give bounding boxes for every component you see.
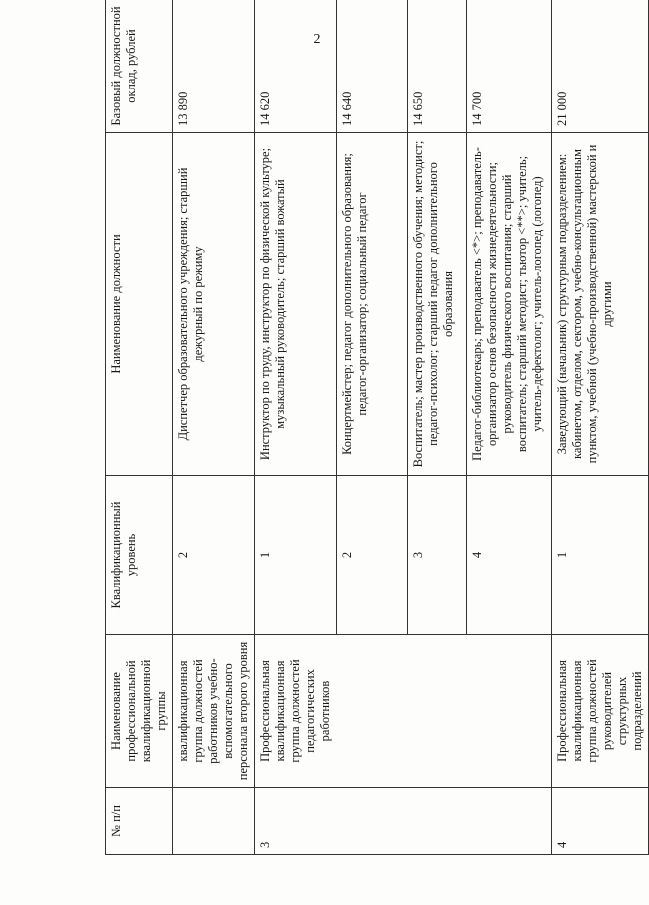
table-header-row <box>106 0 173 855</box>
cell-position: Инструктор по труду, инструктор по физической культуре; музыкальный руководитель; старший вожатый <box>255 133 337 476</box>
table-row <box>466 0 551 855</box>
header-group: Наименование профессиональной квалификационной группы <box>106 635 173 788</box>
cell-level: 3 <box>407 476 466 635</box>
cell-level: 1 <box>255 476 337 635</box>
cell-group: Профессиональная квалификационная группа должностей педагогических работников <box>255 635 337 788</box>
cell-level: 2 <box>173 476 255 635</box>
cell-level: 2 <box>336 476 407 635</box>
header-position: Наименование должности <box>106 133 173 476</box>
cell-salary: 14 700 <box>466 0 551 133</box>
cell-position: Воспитатель; мастер производственного обучения; методист; педагог-психолог; старший педагог дополнительного образования <box>407 133 466 476</box>
cell-group <box>336 635 407 788</box>
header-num: № п/п <box>106 788 173 855</box>
cell-group <box>407 635 466 788</box>
cell-salary: 14 620 <box>255 0 337 133</box>
table-row <box>336 0 407 855</box>
cell-position: Заведующий (начальник) структурным подразделением: кабинетом, отделом, сектором, учебно-консультационным пунктом, учебной (учебно-производственной) мастерской и другими <box>551 133 648 476</box>
table-row <box>255 0 337 855</box>
cell-group: квалификационная группа должностей работников учебно-вспомогательного персонала второго уровня <box>173 635 255 788</box>
cell-salary: 14 650 <box>407 0 466 133</box>
cell-salary: 21 000 <box>551 0 648 133</box>
cell-num <box>336 788 407 855</box>
salary-table <box>105 0 649 855</box>
cell-position: Педагог-библиотекарь; преподаватель <*>; преподаватель-организатор основ безопасности жизнедеятельности; руководитель физического воспитания; старший воспитатель; старший методист; тьютор <**>; учитель; учитель-дефектолог; учитель-логопед (логопед) <box>466 133 551 476</box>
cell-level: 1 <box>551 476 648 635</box>
page-number: 2 <box>313 32 321 47</box>
table-row <box>407 0 466 855</box>
table-row <box>173 0 255 855</box>
rotated-table-wrapper <box>105 6 644 855</box>
cell-salary: 13 890 <box>173 0 255 133</box>
header-level: Квалификационный уровень <box>106 476 173 635</box>
cell-num: 4 <box>551 788 648 855</box>
cell-level: 4 <box>466 476 551 635</box>
cell-num <box>466 788 551 855</box>
cell-num <box>173 788 255 855</box>
cell-num: 3 <box>255 788 337 855</box>
header-salary: Базовый должностной оклад, рублей <box>106 0 173 133</box>
table-row <box>551 0 648 855</box>
cell-salary: 14 640 <box>336 0 407 133</box>
cell-num <box>407 788 466 855</box>
cell-position: Концертмейстер; педагог дополнительного образования; педагог-организатор; социальный педагог <box>336 133 407 476</box>
cell-position: Диспетчер образовательного учреждения; старший дежурный по режиму <box>173 133 255 476</box>
cell-group: Профессиональная квалификационная группа должностей руководителей структурных подразделений <box>551 635 648 788</box>
cell-group <box>466 635 551 788</box>
